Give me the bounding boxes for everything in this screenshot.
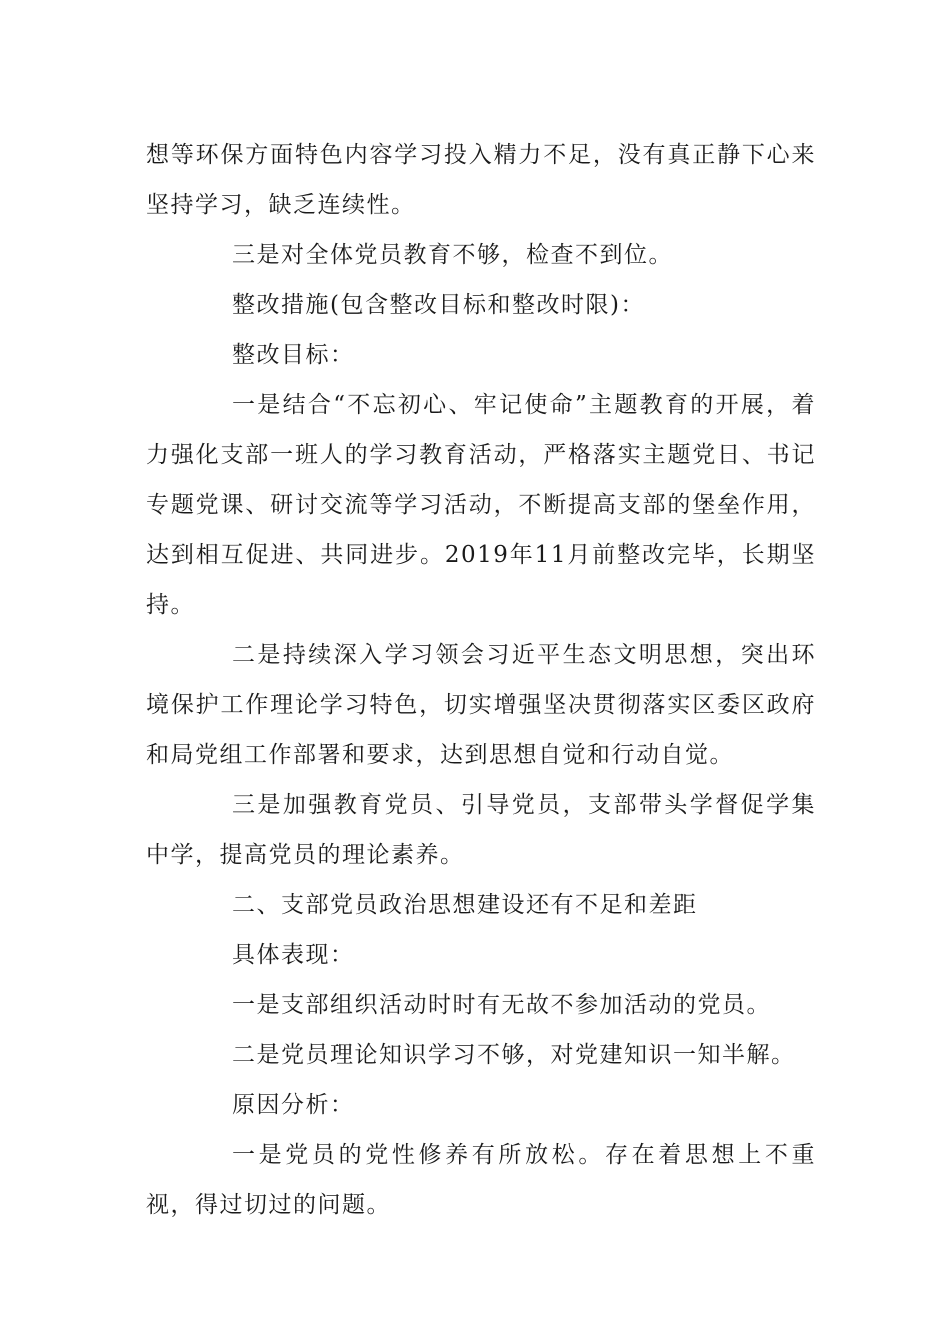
paragraph-8: 二、支部党员政治思想建设还有不足和差距 — [232, 892, 698, 918]
paragraph-13: 一是党员的党性修养有所放松。存在着思想上不重视，得过切过的问题。 — [146, 1142, 816, 1218]
paragraph-10: 一是支部组织活动时时有无故不参加活动的党员。 — [232, 992, 771, 1018]
paragraph-4: 整改目标： — [232, 342, 355, 368]
paragraph-2: 三是对全体党员教育不够，检查不到位。 — [232, 242, 673, 268]
paragraph-5: 一是结合“不忘初心、牢记使命”主题教育的开展，着力强化支部一班人的学习教育活动，严格落实主题党日、书记专题党课、研讨交流等学习活动，不断提高支部的堡垒作用，达到相互促进、共同进步。2019年11月前整改完毕，长期坚持。 — [146, 392, 816, 618]
document-body — [146, 130, 816, 1230]
paragraph-3: 整改措施(包含整改目标和整改时限)： — [232, 292, 645, 318]
paragraph-12: 原因分析： — [232, 1092, 355, 1118]
paragraph-6: 二是持续深入学习领会习近平生态文明思想，突出环境保护工作理论学习特色，切实增强坚决贯彻落实区委区政府和局党组工作部署和要求，达到思想自觉和行动自觉。 — [146, 642, 816, 768]
paragraph-9: 具体表现： — [232, 942, 355, 968]
paragraph-1: 想等环保方面特色内容学习投入精力不足，没有真正静下心来坚持学习，缺乏连续性。 — [146, 142, 816, 218]
paragraph-11: 二是党员理论知识学习不够，对党建知识一知半解。 — [232, 1042, 796, 1068]
paragraph-7: 三是加强教育党员、引导党员，支部带头学督促学集中学，提高党员的理论素养。 — [146, 792, 816, 868]
